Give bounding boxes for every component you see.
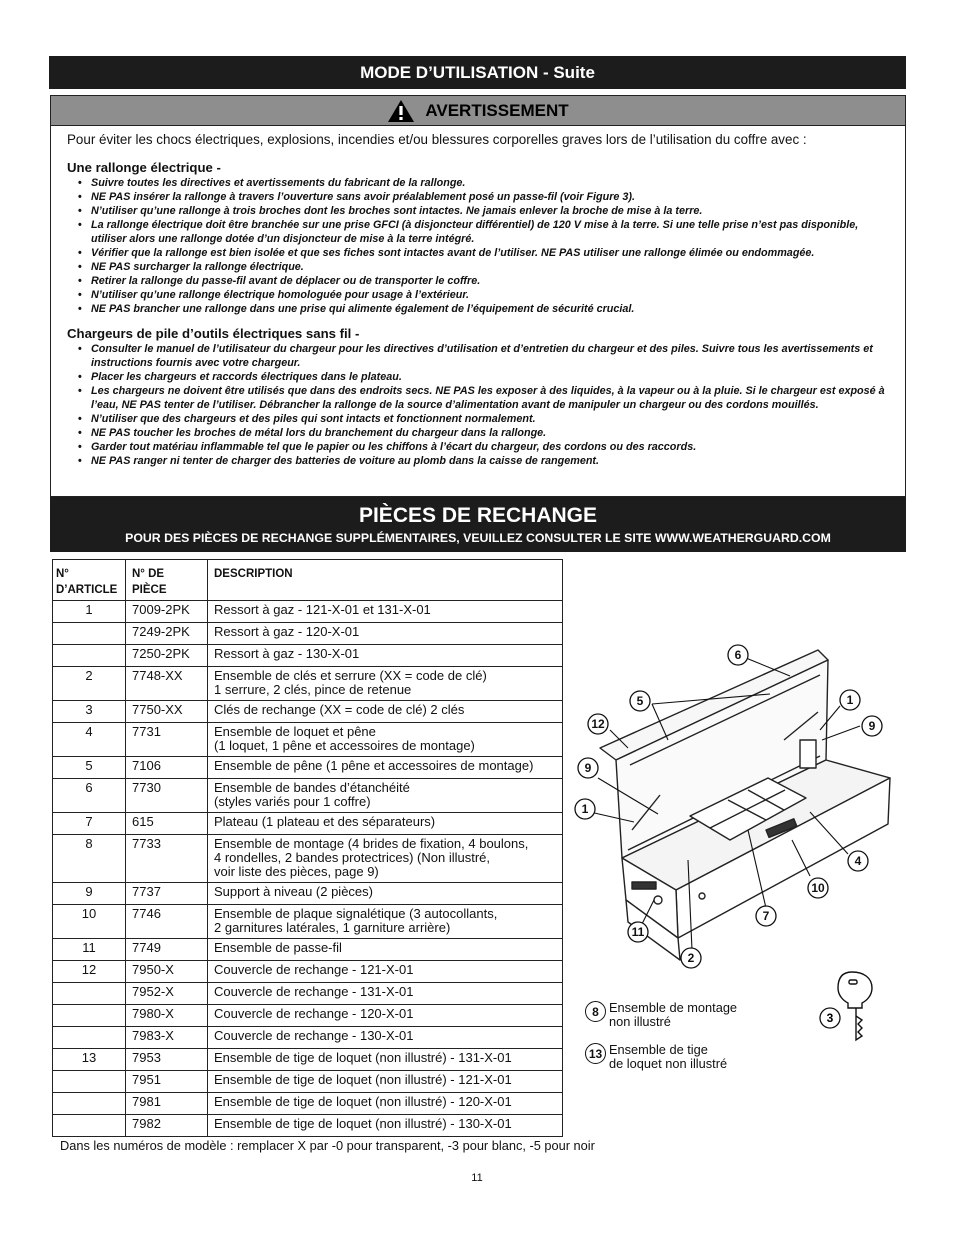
table-row: [53, 757, 563, 779]
warning-bullet: • Les chargeurs ne doivent être utilisés que dans des endroits secs. NE PAS les exposer à des liquides, à la vapeur ou à la pluie. Si le chargeur est exposé à l’eau, NE PAS tenter de l’utiliser. Débrancher la rallonge de la source d’alimentation avant de manipuler un chargeur ou des cordons mouillés.: [77, 384, 895, 412]
description-cell: Ensemble de montage (4 brides de fixation, 4 boulons, 4 rondelles, 2 bandes protectrices) (Non illustré, voir liste des pièces, page 9): [208, 835, 563, 883]
parts-subtitle: POUR DES PIÈCES DE RECHANGE SUPPLÉMENTAIRES, VEUILLEZ CONSULTER LE SITE WWW.WEATHERGUARD.COM: [125, 531, 831, 545]
part-number-cell: 7982: [126, 1115, 208, 1137]
item-number-cell: [53, 623, 126, 645]
part-number-cell: 7733: [126, 835, 208, 883]
legend-item-8: [585, 1001, 737, 1029]
description-cell: Ensemble de clés et serrure (XX = code de clé) 1 serrure, 2 clés, pince de retenue: [208, 667, 563, 701]
description-cell: Ressort à gaz - 121-X-01 et 131-X-01: [208, 601, 563, 623]
part-number-cell: 7249-2PK: [126, 623, 208, 645]
item-number-cell: 4: [53, 723, 126, 757]
battery-charger-list: [77, 342, 895, 468]
warning-bullet: • Vérifier que la rallonge est bien isolée et que ses fiches sont intactes avant de l’utiliser. NE PAS utiliser une rallonge élimée ou endommagée.: [77, 246, 895, 260]
item-number-cell: 6: [53, 779, 126, 813]
warning-bullet: • La rallonge électrique doit être branchée sur une prise GFCI (à disjoncteur différentiel) de 120 V mise à la terre. Si une telle prise n’est pas disponible, utiliser alors une rallonge dotée d’un disjoncteur de mise à la terre intégré.: [77, 218, 895, 246]
warning-bullet: • NE PAS insérer la rallonge à travers l’ouverture sans avoir préalablement posé un passe-fil (voir Figure 3).: [77, 190, 895, 204]
header-item-number: N° D’ARTICLE: [53, 560, 126, 601]
callout-11: 11: [631, 925, 645, 939]
table-row: [53, 623, 563, 645]
section-title: MODE D’UTILISATION - Suite: [360, 62, 595, 82]
part-number-cell: 7737: [126, 883, 208, 905]
item-number-cell: 3: [53, 701, 126, 723]
warning-bullet: • Retirer la rallonge du passe-fil avant de déplacer ou de transporter le coffre.: [77, 274, 895, 288]
part-number-cell: 7980-X: [126, 1005, 208, 1027]
legend-number: 13: [585, 1043, 606, 1064]
warning-box: [50, 95, 906, 497]
toolbox-diagram: [570, 600, 910, 1000]
part-number-cell: 7750-XX: [126, 701, 208, 723]
callout-7: 7: [762, 909, 770, 923]
callout-12: 12: [591, 717, 605, 731]
part-number-cell: 7746: [126, 905, 208, 939]
description-cell: Couvercle de rechange - 131-X-01: [208, 983, 563, 1005]
table-row: [53, 1071, 563, 1093]
warning-bullet: • NE PAS toucher les broches de métal lors du branchement du chargeur dans la rallonge.: [77, 426, 895, 440]
description-cell: Ressort à gaz - 130-X-01: [208, 645, 563, 667]
part-number-cell: 7749: [126, 939, 208, 961]
warning-intro: Pour éviter les chocs électriques, explosions, incendies et/ou blessures corporelles graves lors de l’utilisation du coffre avec :: [67, 132, 807, 147]
callout-9-right: 9: [868, 719, 876, 733]
item-number-cell: [53, 1115, 126, 1137]
part-number-cell: 7748-XX: [126, 667, 208, 701]
warning-bullet: • N’utiliser qu’une rallonge électrique homologuée pour usage à l’extérieur.: [77, 288, 895, 302]
callout-1-left: 1: [581, 802, 589, 816]
legend-item-13: [585, 1043, 727, 1071]
description-cell: Couvercle de rechange - 130-X-01: [208, 1027, 563, 1049]
table-row: [53, 779, 563, 813]
extension-cord-list: [77, 176, 895, 316]
toolbox-illustration: [570, 600, 910, 1000]
warning-bullet: • N’utiliser qu’une rallonge à trois broches dont les broches sont intactes. Ne jamais enlever la broche de mise à la terre.: [77, 204, 895, 218]
callout-1-right: 1: [846, 693, 854, 707]
item-number-cell: 11: [53, 939, 126, 961]
table-row: [53, 1115, 563, 1137]
item-number-cell: [53, 1093, 126, 1115]
key-icon: [818, 968, 888, 1048]
warning-header: [51, 96, 905, 126]
part-number-cell: 7952-X: [126, 983, 208, 1005]
part-number-cell: 7250-2PK: [126, 645, 208, 667]
description-cell: Support à niveau (2 pièces): [208, 883, 563, 905]
table-row: [53, 905, 563, 939]
parts-title: PIÈCES DE RECHANGE: [358, 504, 598, 527]
warning-bullet: • Placer les chargeurs et raccords électriques dans le plateau.: [77, 370, 895, 384]
header-description: DESCRIPTION: [208, 560, 563, 601]
item-number-cell: 10: [53, 905, 126, 939]
table-row: [53, 1005, 563, 1027]
item-number-cell: 1: [53, 601, 126, 623]
description-cell: Ensemble de loquet et pêne (1 loquet, 1 pêne et accessoires de montage): [208, 723, 563, 757]
callout-10: 10: [811, 881, 825, 895]
table-row: [53, 667, 563, 701]
part-number-cell: 615: [126, 813, 208, 835]
part-number-cell: 7009-2PK: [126, 601, 208, 623]
table-row: [53, 723, 563, 757]
parts-table: [52, 559, 563, 1137]
description-cell: Ensemble de plaque signalétique (3 autocollants, 2 garnitures latérales, 1 garniture arrière): [208, 905, 563, 939]
callout-6: 6: [734, 648, 742, 662]
part-number-cell: 7981: [126, 1093, 208, 1115]
key-illustration: [818, 968, 888, 1048]
item-number-cell: 9: [53, 883, 126, 905]
legend-number: 8: [585, 1001, 606, 1022]
description-cell: Ensemble de tige de loquet (non illustré) - 121-X-01: [208, 1071, 563, 1093]
header-part-number: N° DE PIÈCE: [126, 560, 208, 601]
warning-bullet: • NE PAS surcharger la rallonge électrique.: [77, 260, 895, 274]
table-row: [53, 1027, 563, 1049]
table-row: [53, 939, 563, 961]
item-number-cell: 8: [53, 835, 126, 883]
parts-header: [50, 497, 906, 552]
model-footnote: Dans les numéros de modèle : remplacer X par -0 pour transparent, -3 pour blanc, -5 pour noir: [60, 1138, 595, 1153]
description-cell: Ensemble de tige de loquet (non illustré) - 120-X-01: [208, 1093, 563, 1115]
description-cell: Ensemble de passe-fil: [208, 939, 563, 961]
warning-bullet: • Consulter le manuel de l’utilisateur du chargeur pour les directives d’utilisation et d’entretien du chargeur et des piles. Suivre tous les avertissements et instructions fournis avec votre chargeur.: [77, 342, 895, 370]
warning-bullet: • NE PAS brancher une rallonge dans une prise qui alimente également de l’équipement de sécurité crucial.: [77, 302, 895, 316]
legend-text: Ensemble de tige de loquet non illustré: [609, 1042, 728, 1071]
warning-bullet: • NE PAS ranger ni tenter de charger des batteries de voiture au plomb dans la caisse de rangement.: [77, 454, 895, 468]
warning-title: AVERTISSEMENT: [425, 100, 569, 120]
page-number: 11: [471, 1172, 483, 1184]
item-number-cell: [53, 983, 126, 1005]
item-number-cell: [53, 1005, 126, 1027]
part-number-cell: 7953: [126, 1049, 208, 1071]
table-row: [53, 601, 563, 623]
item-number-cell: 7: [53, 813, 126, 835]
item-number-cell: [53, 645, 126, 667]
part-number-cell: 7983-X: [126, 1027, 208, 1049]
extension-cord-heading: Une rallonge électrique -: [67, 160, 221, 175]
table-row: [53, 835, 563, 883]
legend-text: Ensemble de montage non illustré: [609, 1000, 738, 1029]
description-cell: Plateau (1 plateau et des séparateurs): [208, 813, 563, 835]
warning-bullet: • Suivre toutes les directives et avertissements du fabricant de la rallonge.: [77, 176, 895, 190]
section-banner: [49, 56, 906, 89]
callout-4: 4: [854, 854, 862, 868]
table-row: [53, 701, 563, 723]
warning-bullet: • N’utiliser que des chargeurs et des piles qui sont intacts et fonctionnent normalement.: [77, 412, 895, 426]
item-number-cell: [53, 1071, 126, 1093]
description-cell: Ensemble de bandes d’étanchéité (styles variés pour 1 coffre): [208, 779, 563, 813]
parts-table-header: [53, 560, 563, 601]
table-row: [53, 1049, 563, 1071]
callout-2: 2: [687, 951, 695, 965]
description-cell: Couvercle de rechange - 120-X-01: [208, 1005, 563, 1027]
description-cell: Ensemble de tige de loquet (non illustré) - 131-X-01: [208, 1049, 563, 1071]
table-row: [53, 813, 563, 835]
description-cell: Ensemble de tige de loquet (non illustré) - 130-X-01: [208, 1115, 563, 1137]
item-number-cell: [53, 1027, 126, 1049]
description-cell: Ressort à gaz - 120-X-01: [208, 623, 563, 645]
item-number-cell: 13: [53, 1049, 126, 1071]
warning-triangle-icon: [387, 99, 415, 123]
part-number-cell: 7106: [126, 757, 208, 779]
callout-9-left: 9: [584, 761, 592, 775]
callout-3: 3: [826, 1011, 834, 1025]
part-number-cell: 7730: [126, 779, 208, 813]
table-row: [53, 1093, 563, 1115]
table-row: [53, 961, 563, 983]
item-number-cell: 5: [53, 757, 126, 779]
description-cell: Clés de rechange (XX = code de clé) 2 clés: [208, 701, 563, 723]
description-cell: Couvercle de rechange - 121-X-01: [208, 961, 563, 983]
table-row: [53, 983, 563, 1005]
item-number-cell: 12: [53, 961, 126, 983]
callout-5: 5: [636, 694, 644, 708]
table-row: [53, 645, 563, 667]
table-row: [53, 883, 563, 905]
item-number-cell: 2: [53, 667, 126, 701]
warning-bullet: • Garder tout matériau inflammable tel que le papier ou les chiffons à l’écart du chargeur, des cordons ou des raccords.: [77, 440, 895, 454]
part-number-cell: 7951: [126, 1071, 208, 1093]
battery-charger-heading: Chargeurs de pile d’outils électriques sans fil -: [67, 326, 360, 341]
description-cell: Ensemble de pêne (1 pêne et accessoires de montage): [208, 757, 563, 779]
part-number-cell: 7731: [126, 723, 208, 757]
part-number-cell: 7950-X: [126, 961, 208, 983]
